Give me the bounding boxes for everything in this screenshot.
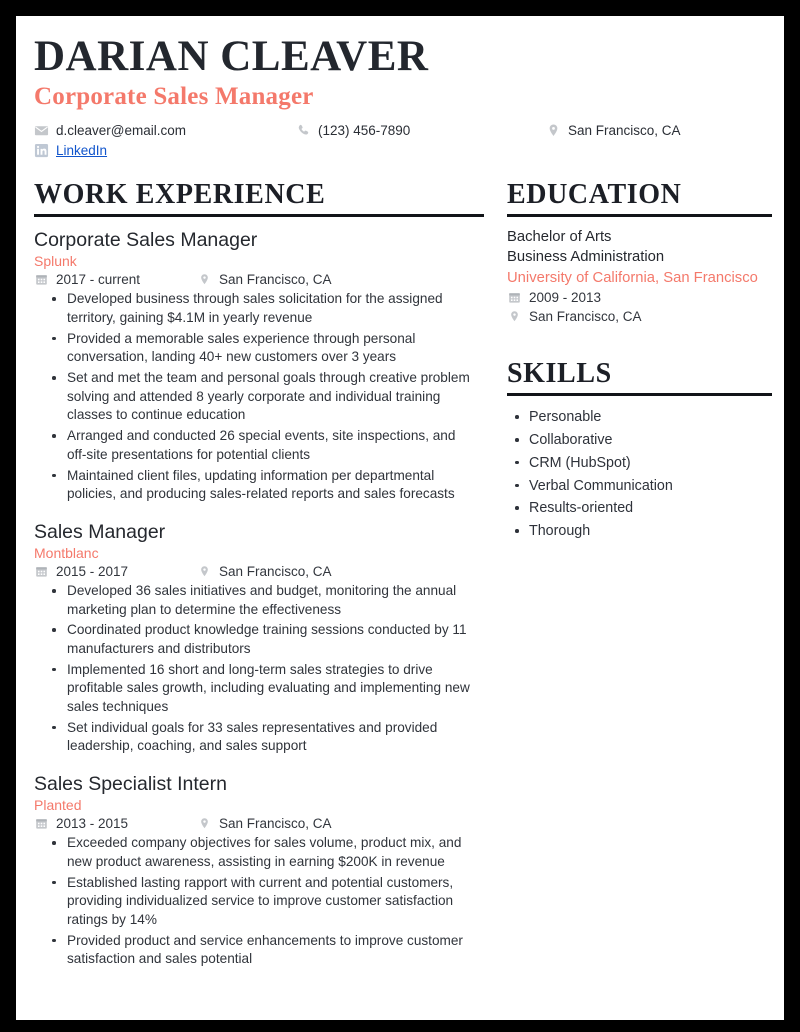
contact-email[interactable] bbox=[34, 123, 296, 138]
linkedin-link[interactable]: LinkedIn bbox=[56, 143, 108, 159]
list-item: Exceeded company objectives for sales volume, product mix, and new product awareness, assisting in earning $200K in revenue bbox=[34, 834, 477, 871]
contact-row-primary bbox=[34, 123, 766, 138]
education-field: Business Administration bbox=[507, 248, 665, 265]
work-role: Sales Specialist Intern bbox=[34, 772, 227, 795]
section-heading-education: EDUCATION bbox=[507, 179, 682, 211]
work-company: Splunk bbox=[34, 253, 77, 270]
section-heading-work-experience: WORK EXPERIENCE bbox=[34, 179, 326, 211]
list-item: Set individual goals for 33 sales representatives and provided leadership, coaching, and sales support bbox=[34, 719, 477, 756]
list-item: Implemented 16 short and long-term sales strategies to drive profitable sales growth, including evaluating and implementing new sales techniques bbox=[34, 661, 477, 716]
location-pin-icon bbox=[197, 564, 212, 579]
calendar-icon bbox=[507, 290, 522, 305]
work-bullet-list bbox=[34, 290, 477, 503]
education-location bbox=[507, 309, 772, 325]
contact-phone[interactable] bbox=[296, 123, 546, 138]
list-item: Provided product and service enhancements to improve customer satisfaction and sales potential bbox=[34, 932, 477, 969]
list-item: Thorough bbox=[507, 521, 772, 541]
education-degree: Bachelor of Arts bbox=[507, 228, 612, 245]
calendar-icon bbox=[34, 272, 49, 287]
list-item: Arranged and conducted 26 special events, site inspections, and off-site presentations for potential clients bbox=[34, 427, 477, 464]
work-dates-text: 2017 - current bbox=[56, 272, 141, 288]
main-column bbox=[34, 180, 489, 971]
section-rule bbox=[507, 393, 772, 396]
list-item: Results-oriented bbox=[507, 498, 772, 518]
contact-row-secondary bbox=[34, 143, 766, 158]
contact-email-text: d.cleaver@email.com bbox=[56, 123, 186, 139]
work-dates bbox=[34, 272, 197, 287]
work-company: Planted bbox=[34, 797, 82, 814]
contact-phone-text: (123) 456-7890 bbox=[318, 123, 411, 139]
work-location bbox=[197, 272, 332, 287]
work-entry bbox=[34, 520, 477, 756]
side-column bbox=[489, 180, 772, 971]
list-item: Developed 36 sales initiatives and budget, monitoring the annual marketing plan to determine the effectiveness bbox=[34, 582, 477, 619]
list-item: Verbal Communication bbox=[507, 476, 772, 496]
skills-list bbox=[507, 407, 772, 541]
list-item: Personable bbox=[507, 407, 772, 427]
work-dates bbox=[34, 564, 197, 579]
location-pin-icon bbox=[546, 123, 561, 138]
list-item: CRM (HubSpot) bbox=[507, 453, 772, 473]
work-role: Sales Manager bbox=[34, 520, 166, 543]
location-pin-icon bbox=[197, 272, 212, 287]
resume-header bbox=[34, 34, 766, 158]
section-rule bbox=[34, 214, 484, 217]
work-entry bbox=[34, 772, 477, 969]
list-item: Provided a memorable sales experience through personal conversation, landing 40+ new customers over 3 years bbox=[34, 330, 477, 367]
section-heading-skills: SKILLS bbox=[507, 358, 612, 390]
list-item: Developed business through sales solicitation for the assigned territory, gaining $4.1M in yearly revenue bbox=[34, 290, 477, 327]
list-item: Set and met the team and personal goals through creative problem solving and attended 8 yearly corporate and individual training classes to continue education bbox=[34, 369, 477, 424]
list-item: Established lasting rapport with current and potential customers, providing individualized service to improve customer satisfaction ratings by 14% bbox=[34, 874, 477, 929]
location-pin-icon bbox=[197, 816, 212, 831]
calendar-icon bbox=[34, 564, 49, 579]
education-dates bbox=[507, 290, 772, 306]
education-dates-text: 2009 - 2013 bbox=[529, 290, 602, 306]
work-location-text: San Francisco, CA bbox=[219, 272, 332, 288]
phone-icon bbox=[296, 123, 311, 138]
work-meta bbox=[34, 272, 477, 287]
resume-page bbox=[16, 16, 784, 1020]
calendar-icon bbox=[34, 816, 49, 831]
contact-location-text: San Francisco, CA bbox=[568, 123, 681, 139]
resume-body bbox=[34, 180, 766, 971]
work-location-text: San Francisco, CA bbox=[219, 564, 332, 580]
education-entry bbox=[507, 228, 772, 325]
list-item: Coordinated product knowledge training sessions conducted by 11 manufacturers and distributors bbox=[34, 621, 477, 658]
education-school: University of California, San Francisco bbox=[507, 269, 758, 286]
work-bullet-list bbox=[34, 582, 477, 756]
work-dates-text: 2015 - 2017 bbox=[56, 564, 129, 580]
work-bullet-list bbox=[34, 834, 477, 968]
linkedin-icon bbox=[34, 143, 49, 158]
work-entry bbox=[34, 228, 477, 504]
work-dates bbox=[34, 816, 197, 831]
location-pin-icon bbox=[507, 309, 522, 324]
education-meta bbox=[507, 290, 772, 325]
work-location bbox=[197, 816, 332, 831]
work-location-text: San Francisco, CA bbox=[219, 816, 332, 832]
education-location-text: San Francisco, CA bbox=[529, 309, 642, 325]
envelope-icon bbox=[34, 123, 49, 138]
job-title: Corporate Sales Manager bbox=[34, 83, 314, 111]
work-company: Montblanc bbox=[34, 545, 99, 562]
work-role: Corporate Sales Manager bbox=[34, 228, 258, 251]
contact-location bbox=[546, 123, 766, 138]
page-title: DARIAN CLEAVER bbox=[34, 33, 429, 80]
work-meta bbox=[34, 816, 477, 831]
contact-linkedin[interactable] bbox=[34, 143, 296, 158]
work-dates-text: 2013 - 2015 bbox=[56, 816, 129, 832]
work-location bbox=[197, 564, 332, 579]
list-item: Maintained client files, updating information per departmental policies, and producing sales-related reports and sales forecasts bbox=[34, 467, 477, 504]
work-meta bbox=[34, 564, 477, 579]
list-item: Collaborative bbox=[507, 430, 772, 450]
section-rule bbox=[507, 214, 772, 217]
